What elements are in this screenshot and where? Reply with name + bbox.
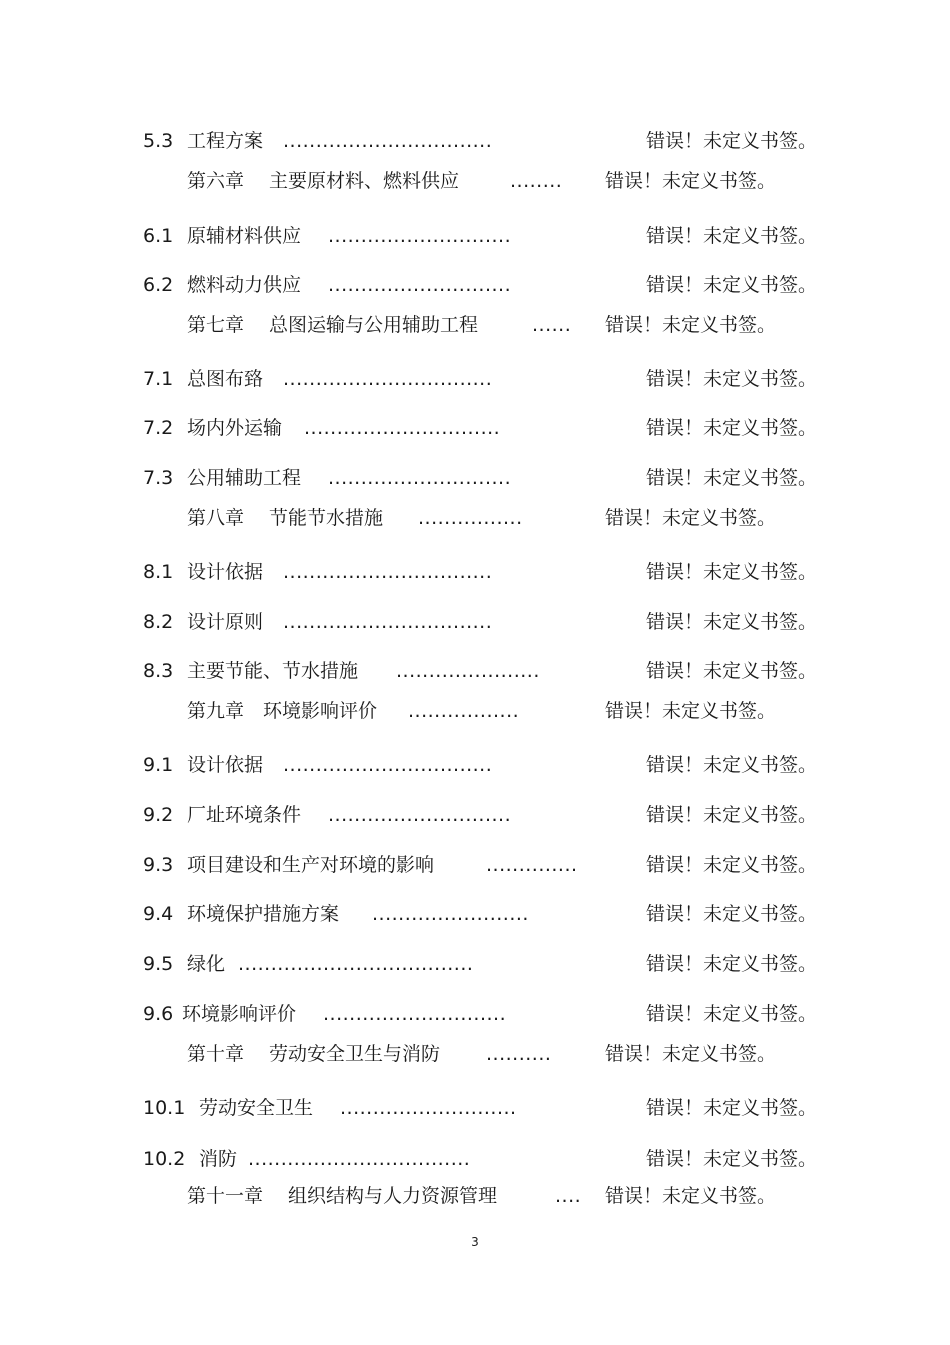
toc-page-reference: 错误！未定义书签。 (646, 1003, 818, 1025)
toc-leader-dots: ............................ (328, 804, 512, 826)
toc-chapter-title: 第八章 节能节水措施 (187, 507, 384, 529)
toc-entry-9-3[interactable] (0, 850, 950, 880)
toc-section-number: 7.3 (143, 467, 174, 489)
toc-chapter-9[interactable] (0, 696, 950, 726)
toc-entry-7-1[interactable] (0, 364, 950, 394)
toc-entry-title: 劳动安全卫生 (199, 1097, 314, 1119)
toc-chapter-title: 第六章 主要原材料、燃料供应 (187, 170, 460, 192)
toc-page-reference: 错误！未定义书签。 (646, 225, 818, 247)
toc-section-number: 7.1 (143, 368, 174, 390)
toc-leader-dots: ........ (510, 170, 563, 192)
toc-page-reference: 错误！未定义书签。 (605, 1043, 777, 1065)
toc-entry-9-1[interactable] (0, 750, 950, 780)
toc-chapter-title: 第七章 总图运输与公用辅助工程 (187, 314, 479, 336)
toc-page-reference: 错误！未定义书签。 (646, 368, 818, 390)
toc-leader-dots: .............................. (304, 417, 501, 439)
toc-leader-dots: ........................... (340, 1097, 517, 1119)
toc-entry-6-2[interactable] (0, 270, 950, 300)
toc-section-number: 9.1 (143, 754, 174, 776)
toc-leader-dots: .................................. (248, 1148, 471, 1170)
toc-leader-dots: ...................... (396, 660, 540, 682)
toc-entry-8-2[interactable] (0, 607, 950, 637)
toc-leader-dots: ................................ (283, 754, 493, 776)
toc-entry-title: 燃料动力供应 (187, 274, 302, 296)
toc-chapter-6[interactable] (0, 166, 950, 196)
toc-page-reference: 错误！未定义书签。 (646, 804, 818, 826)
toc-entry-title: 原辅材料供应 (187, 225, 302, 247)
toc-entry-8-1[interactable] (0, 557, 950, 587)
page-number: 3 (471, 1235, 479, 1249)
toc-leader-dots: .............. (486, 854, 578, 876)
toc-entry-6-1[interactable] (0, 221, 950, 251)
toc-page-reference: 错误！未定义书签。 (646, 130, 818, 152)
toc-leader-dots: ................. (408, 700, 520, 722)
toc-page-reference: 错误！未定义书签。 (646, 854, 818, 876)
toc-entry-title: 场内外运输 (187, 417, 283, 439)
toc-chapter-11[interactable] (0, 1181, 950, 1211)
toc-page-reference: 错误！未定义书签。 (646, 953, 818, 975)
toc-leader-dots: ................................ (283, 368, 493, 390)
toc-page-reference: 错误！未定义书签。 (605, 1185, 777, 1207)
toc-entry-title: 公用辅助工程 (187, 467, 302, 489)
toc-entry-title: 总图布臵 (187, 368, 264, 390)
toc-section-number: 8.3 (143, 660, 174, 682)
toc-leader-dots: ................................ (283, 611, 493, 633)
toc-section-number: 10.1 (143, 1097, 186, 1119)
toc-section-number: 9.5 (143, 953, 174, 975)
toc-entry-title: 设计依据 (187, 754, 264, 776)
toc-entry-5-3[interactable] (0, 126, 950, 156)
toc-entry-title: 主要节能、节水措施 (187, 660, 359, 682)
toc-page-reference: 错误！未定义书签。 (646, 754, 818, 776)
toc-entry-title: 厂址环境条件 (187, 804, 302, 826)
toc-chapter-title: 第十一章 组织结构与人力资源管理 (187, 1185, 498, 1207)
toc-chapter-10[interactable] (0, 1039, 950, 1069)
toc-leader-dots: ................ (418, 507, 523, 529)
toc-leader-dots: ................................ (283, 561, 493, 583)
toc-page-reference: 错误！未定义书签。 (646, 561, 818, 583)
toc-page-reference: 错误！未定义书签。 (605, 700, 777, 722)
toc-section-number: 10.2 (143, 1148, 186, 1170)
toc-section-number: 9.6 (143, 1003, 174, 1025)
toc-page-reference: 错误！未定义书签。 (646, 903, 818, 925)
toc-page-reference: 错误！未定义书签。 (646, 417, 818, 439)
toc-page-reference: 错误！未定义书签。 (646, 467, 818, 489)
toc-entry-10-2[interactable] (0, 1144, 950, 1174)
toc-leader-dots: ............................ (328, 274, 512, 296)
toc-page-reference: 错误！未定义书签。 (646, 611, 818, 633)
toc-entry-title: 工程方案 (187, 130, 264, 152)
toc-entry-title: 项目建设和生产对环境的影响 (187, 854, 435, 876)
toc-leader-dots: ............................ (323, 1003, 507, 1025)
toc-entry-9-6[interactable] (0, 999, 950, 1029)
toc-entry-10-1[interactable] (0, 1093, 950, 1123)
toc-section-number: 8.2 (143, 611, 174, 633)
toc-chapter-title: 第十章 劳动安全卫生与消防 (187, 1043, 441, 1065)
toc-leader-dots: .... (555, 1185, 582, 1207)
toc-entry-9-5[interactable] (0, 949, 950, 979)
toc-entry-9-4[interactable] (0, 899, 950, 929)
toc-entry-7-2[interactable] (0, 413, 950, 443)
toc-section-number: 6.1 (143, 225, 174, 247)
toc-section-number: 6.2 (143, 274, 174, 296)
toc-page-reference: 错误！未定义书签。 (605, 314, 777, 336)
toc-leader-dots: ........................ (372, 903, 529, 925)
toc-page-reference: 错误！未定义书签。 (646, 1148, 818, 1170)
toc-leader-dots: ................................ (283, 130, 493, 152)
toc-entry-title: 消防 (199, 1148, 238, 1170)
toc-section-number: 8.1 (143, 561, 174, 583)
toc-page-reference: 错误！未定义书签。 (646, 274, 818, 296)
toc-leader-dots: .......... (486, 1043, 552, 1065)
toc-entry-title: 设计依据 (187, 561, 264, 583)
toc-entry-title: 环境保护措施方案 (187, 903, 340, 925)
toc-entry-title: 环境影响评价 (182, 1003, 297, 1025)
toc-section-number: 9.4 (143, 903, 174, 925)
toc-page-reference: 错误！未定义书签。 (605, 507, 777, 529)
toc-section-number: 5.3 (143, 130, 174, 152)
toc-page-reference: 错误！未定义书签。 (646, 660, 818, 682)
toc-entry-title: 绿化 (187, 953, 226, 975)
toc-entry-title: 设计原则 (187, 611, 264, 633)
toc-chapter-8[interactable] (0, 503, 950, 533)
toc-page-reference: 错误！未定义书签。 (646, 1097, 818, 1119)
toc-page-reference: 错误！未定义书签。 (605, 170, 777, 192)
toc-section-number: 9.2 (143, 804, 174, 826)
toc-leader-dots: ............................ (328, 225, 512, 247)
toc-entry-9-2[interactable] (0, 800, 950, 830)
toc-chapter-title: 第九章 环境影响评价 (187, 700, 378, 722)
toc-chapter-7[interactable] (0, 310, 950, 340)
toc-leader-dots: ...... (532, 314, 572, 336)
toc-section-number: 7.2 (143, 417, 174, 439)
toc-leader-dots: .................................... (238, 953, 474, 975)
toc-leader-dots: ............................ (328, 467, 512, 489)
toc-entry-7-3[interactable] (0, 463, 950, 493)
toc-section-number: 9.3 (143, 854, 174, 876)
toc-entry-8-3[interactable] (0, 656, 950, 686)
